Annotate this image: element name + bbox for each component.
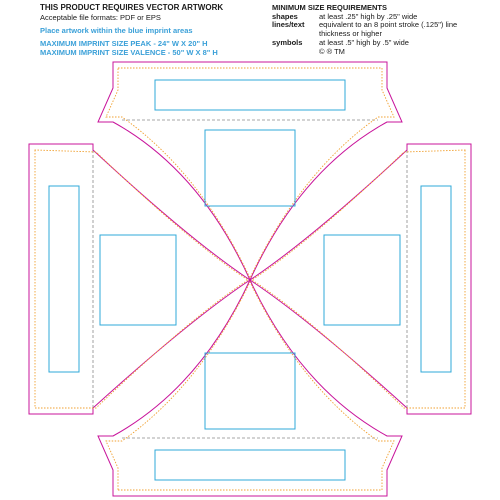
placement-note: Place artwork within the blue imprint areas xyxy=(40,26,193,35)
trim-left-panel xyxy=(29,144,250,414)
req-value-symbols: at least .5" high by .5" wide xyxy=(319,38,409,47)
req-value-shapes: at least .25" high by .25" wide xyxy=(319,12,418,21)
requirements-heading: MINIMUM SIZE REQUIREMENTS xyxy=(272,3,388,12)
imprint-peak-top xyxy=(205,130,295,206)
safety-left-panel xyxy=(35,150,248,408)
imprint-valence-top xyxy=(155,80,345,110)
file-formats-note: Acceptable file formats: PDF or EPS xyxy=(40,13,161,22)
safety-bottom-panel xyxy=(106,282,394,490)
req-value-lines-text: equivalent to an 8 point stroke (.125") line xyxy=(319,20,458,29)
imprint-peak-bottom xyxy=(205,353,295,429)
trim-bottom-panel xyxy=(98,280,402,496)
req-value-lines-text-cont: thickness or higher xyxy=(319,29,382,38)
max-size-valence: MAXIMUM IMPRINT SIZE VALENCE - 50" W X 8" H xyxy=(40,48,218,57)
safety-right-panel xyxy=(252,150,465,408)
req-label-symbols: symbols xyxy=(272,38,303,47)
trim-lines xyxy=(29,62,471,496)
imprint-peak-left xyxy=(100,235,176,325)
safety-top-panel xyxy=(106,68,394,278)
imprint-valence-left xyxy=(49,186,79,372)
imprint-valence-bottom xyxy=(155,450,345,480)
header-title: THIS PRODUCT REQUIRES VECTOR ARTWORK xyxy=(40,3,224,12)
max-size-peak: MAXIMUM IMPRINT SIZE PEAK - 24" W X 20" H xyxy=(40,39,208,48)
trim-right-panel xyxy=(250,144,471,414)
imprint-valence-right xyxy=(421,186,451,372)
req-label-lines-text: lines/text xyxy=(272,20,305,29)
trim-top-panel xyxy=(98,62,402,280)
req-symbols-glyphs: © ® TM xyxy=(319,47,345,56)
imprint-peak-right xyxy=(324,235,400,325)
req-label-shapes: shapes xyxy=(272,12,298,21)
